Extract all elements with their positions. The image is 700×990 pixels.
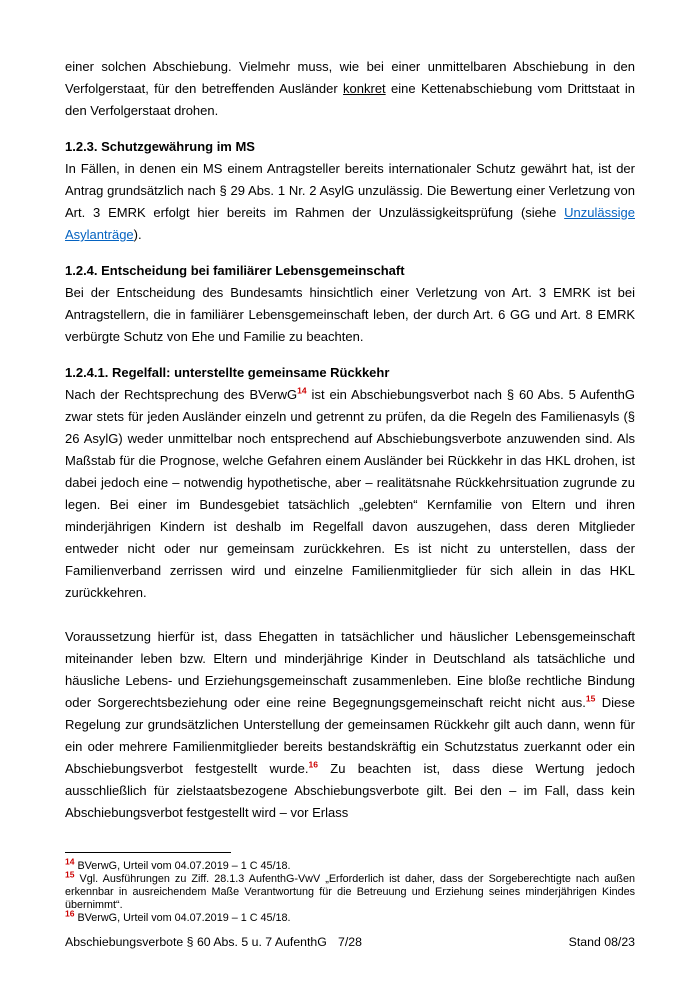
- paragraph-text: Zu beachten ist, dass diese Wertung jedoch ausschließlich für zielstaatsbezogene Abschiebungsverbote gilt. Bei den – im Fall, dass kein Abschiebungsverbot festgestellt wird – vor Erlass: [65, 761, 635, 820]
- footnote-separator: [65, 852, 231, 853]
- footnote-ref-16: 16: [308, 759, 318, 770]
- paragraph-1-2-3: [65, 158, 635, 246]
- paragraph-text: Voraussetzung hierfür ist, dass Ehegatten in tatsächlicher und häuslicher Lebensgemeinschaft miteinander leben bzw. Eltern und minderjährige Kinder in Deutschland als tatsächliche und häusliche Lebens- und Erziehungsgemeinschaft zusammenleben. Eine bloße rechtliche Bindung oder Sorgerechtsbeziehung oder eine reine Begegnungsgemeinschaft reicht nicht aus.: [65, 629, 635, 710]
- paragraph-1-2-3-text-end: ).: [133, 227, 142, 242]
- footnote-ref-14: 14: [297, 385, 307, 396]
- paragraph-1-2-4-1-first: [65, 384, 635, 604]
- footnote-16: [65, 908, 635, 925]
- footnote-section: [65, 852, 635, 925]
- paragraph-1-2-3-text: In Fällen, in denen ein MS einem Antragsteller bereits internationaler Schutz gewährt hat, ist der Antrag grundsätzlich nach § 29 Abs. 1 Nr. 2 AsylG unzulässig. Die Bewertung einer Verletzung von Art. 3 EMRK erfolgt hier bereits im Rahmen der Unzulässigkeitsprüfung (siehe: [65, 161, 635, 220]
- paragraph-1-2-4: Bei der Entscheidung des Bundesamts hinsichtlich einer Verletzung von Art. 3 EMRK ist bei Antragstellern, die in familiärer Lebensgemeinschaft leben, der durch Art. 6 GG und Art. 8 EMRK verbürgte Schutz von Ehe und Familie zu beachten.: [65, 285, 635, 344]
- page-footer: [65, 935, 635, 950]
- paragraph-text: Diese Regelung zur grundsätzlichen Unterstellung der gemeinsamen Rückkehr gilt auch dann, wenn für ein oder mehrere Familienmitglieder bereits bestandskräftig ein Schutzstatus zuerkannt oder ein Abschiebungsverbot festgestellt wurde.: [65, 695, 635, 776]
- footer-document-title: Abschiebungsverbote § 60 Abs. 5 u. 7 AufenthG: [65, 935, 327, 949]
- underlined-term-konkret: konkret: [343, 81, 386, 96]
- heading-1-2-4-1: 1.2.4.1. Regelfall: unterstellte gemeinsame Rückkehr: [65, 365, 390, 380]
- link-unzulaessige-asylantraege[interactable]: Unzulässige Asylanträge: [65, 205, 635, 242]
- paragraph-text: Nach der Rechtsprechung des BVerwG: [65, 387, 298, 402]
- footnote-15-text: Vgl. Ausführungen zu Ziff. 28.1.3 AufenthG-VwV „Erforderlich ist daher, dass der Sorgeberechtigte nach außen erkennbar in ausreichendem Maße Verantwortung für die Betreuung und Erziehung seines minderjährigen Kindes übernimmt“.: [65, 873, 635, 911]
- document-body: [65, 56, 635, 848]
- heading-1-2-3: 1.2.3. Schutzgewährung im MS: [65, 139, 255, 154]
- footer-page-number: 7/28: [338, 935, 362, 949]
- footnote-16-number: 16: [65, 908, 75, 919]
- paragraph-intro-text-end: eine Kettenabschiebung vom Drittstaat in den Verfolgerstaat drohen.: [65, 81, 635, 118]
- footnote-14: [65, 856, 635, 873]
- footnote-14-number: 14: [65, 856, 75, 867]
- footnote-14-text: BVerwG, Urteil vom 04.07.2019 – 1 C 45/18.: [74, 860, 291, 872]
- paragraph-1-2-4-1-second: [65, 626, 635, 824]
- footnote-ref-15: 15: [585, 693, 596, 704]
- footnote-16-text: BVerwG, Urteil vom 04.07.2019 – 1 C 45/18.: [74, 912, 291, 924]
- footnote-15: [65, 869, 635, 912]
- heading-1-2-4: 1.2.4. Entscheidung bei familiärer Lebensgemeinschaft: [65, 263, 405, 278]
- paragraph-intro-text: einer solchen Abschiebung. Vielmehr muss, wie bei einer unmittelbaren Abschiebung in den Verfolgerstaat, für den betreffenden Ausländer: [65, 59, 635, 96]
- paragraph-text: ist ein Abschiebungsverbot nach § 60 Abs. 5 AufenthG zwar stets für jeden Ausländer einzeln und getrennt zu prüfen, da die Regeln des Familienasyls (§ 26 AsylG) weder unmittelbar noch entsprechend auf Abschiebungsverbote anzuwenden sind. Als Maßstab für die Prognose, welche Gefahren einem Ausländer bei Rückkehr in das HKL drohen, ist dabei jedoch eine – notwendig hypothetische, aber – realitätsnahe Rückkehrsituation zugrunde zu legen. Bei einer im Bundesgebiet tatsächlich „gelebten“ Kernfamilie von Eltern und ihren minderjährigen Kindern ist deshalb im Regelfall davon auszugehen, dass deren Mitglieder entweder nicht oder nur gemeinsam zurückkehren. Es ist nicht zu unterstellen, dass der Familienverband zerrissen wird und einzelne Familienmitglieder für sich allein in das HKL zurückkehren.: [65, 387, 635, 600]
- footer-version-date: Stand 08/23: [568, 935, 635, 949]
- paragraph-intro: [65, 56, 635, 122]
- footnote-15-number: 15: [65, 869, 75, 880]
